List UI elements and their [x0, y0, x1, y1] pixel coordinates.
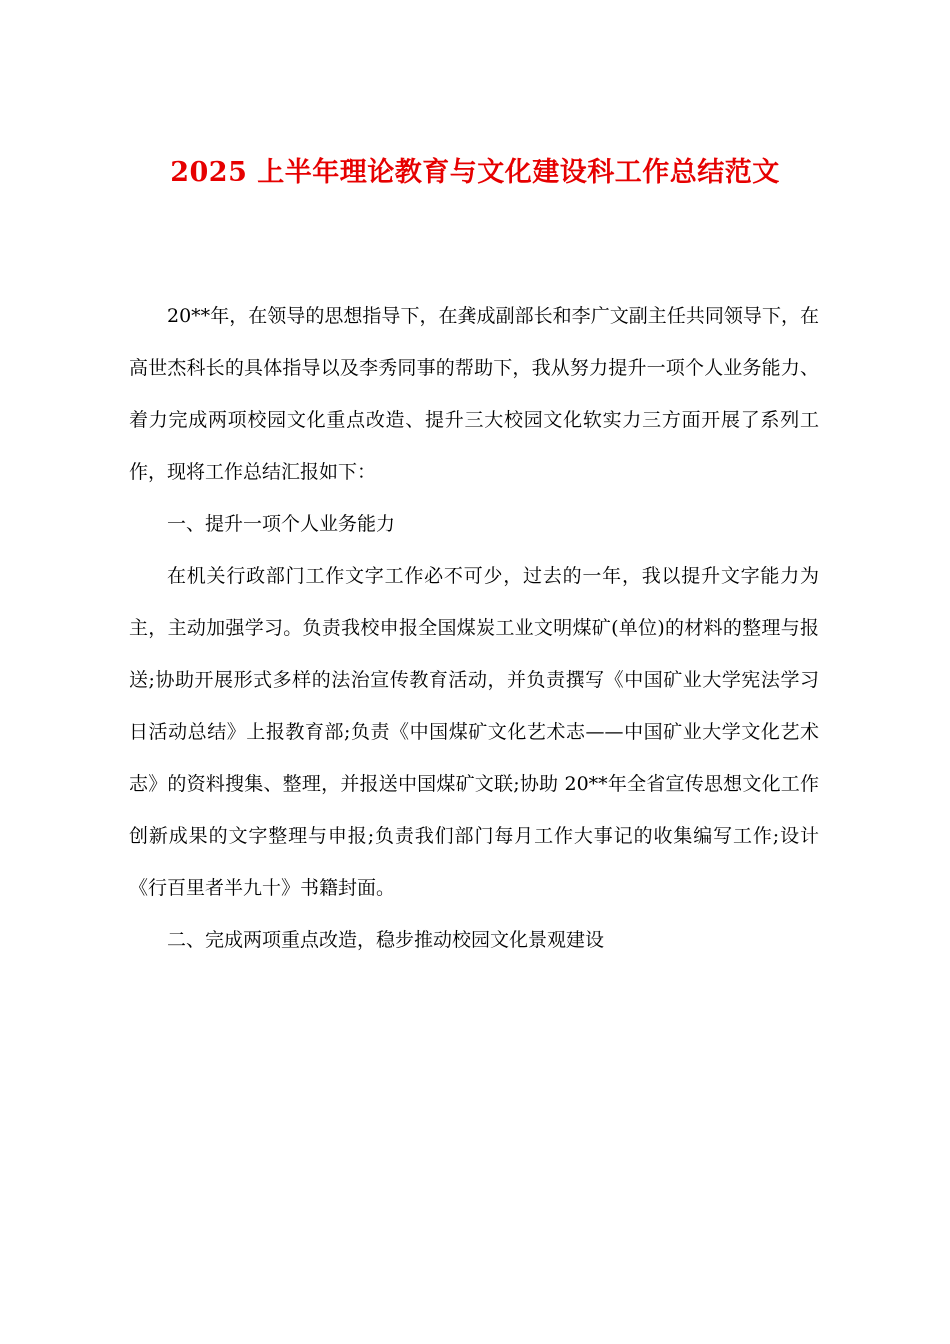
document-body: [129, 290, 819, 966]
section-1-paragraph: 在机关行政部门工作文字工作必不可少，过去的一年，我以提升文字能力为主，主动加强学习。负责我校申报全国煤炭工业文明煤矿(单位)的材料的整理与报送;协助开展形式多样的法治宣传教育活动，并负责撰写《中国矿业大学宪法学习日活动总结》上报教育部;负责《中国煤矿文化艺术志——中国矿业大学文化艺术志》的资料搜集、整理，并报送中国煤矿文联;协助 20**年全省宣传思想文化工作创新成果的文字整理与申报;负责我们部门每月工作大事记的收集编写工作;设计《行百里者半九十》书籍封面。: [129, 565, 819, 899]
section-heading-1: 一、提升一项个人业务能力: [167, 513, 396, 535]
document-title: 2025 上半年理论教育与文化建设科工作总结范文: [170, 157, 780, 188]
intro-paragraph: 20**年，在领导的思想指导下，在龚成副部长和李广文副主任共同领导下，在高世杰科长的具体指导以及李秀同事的帮助下，我从努力提升一项个人业务能力、着力完成两项校园文化重点改造、提升三大校园文化软实力三方面开展了系列工作，现将工作总结汇报如下：: [129, 305, 819, 483]
section-heading-2: 二、完成两项重点改造，稳步推动校园文化景观建设: [167, 929, 605, 951]
